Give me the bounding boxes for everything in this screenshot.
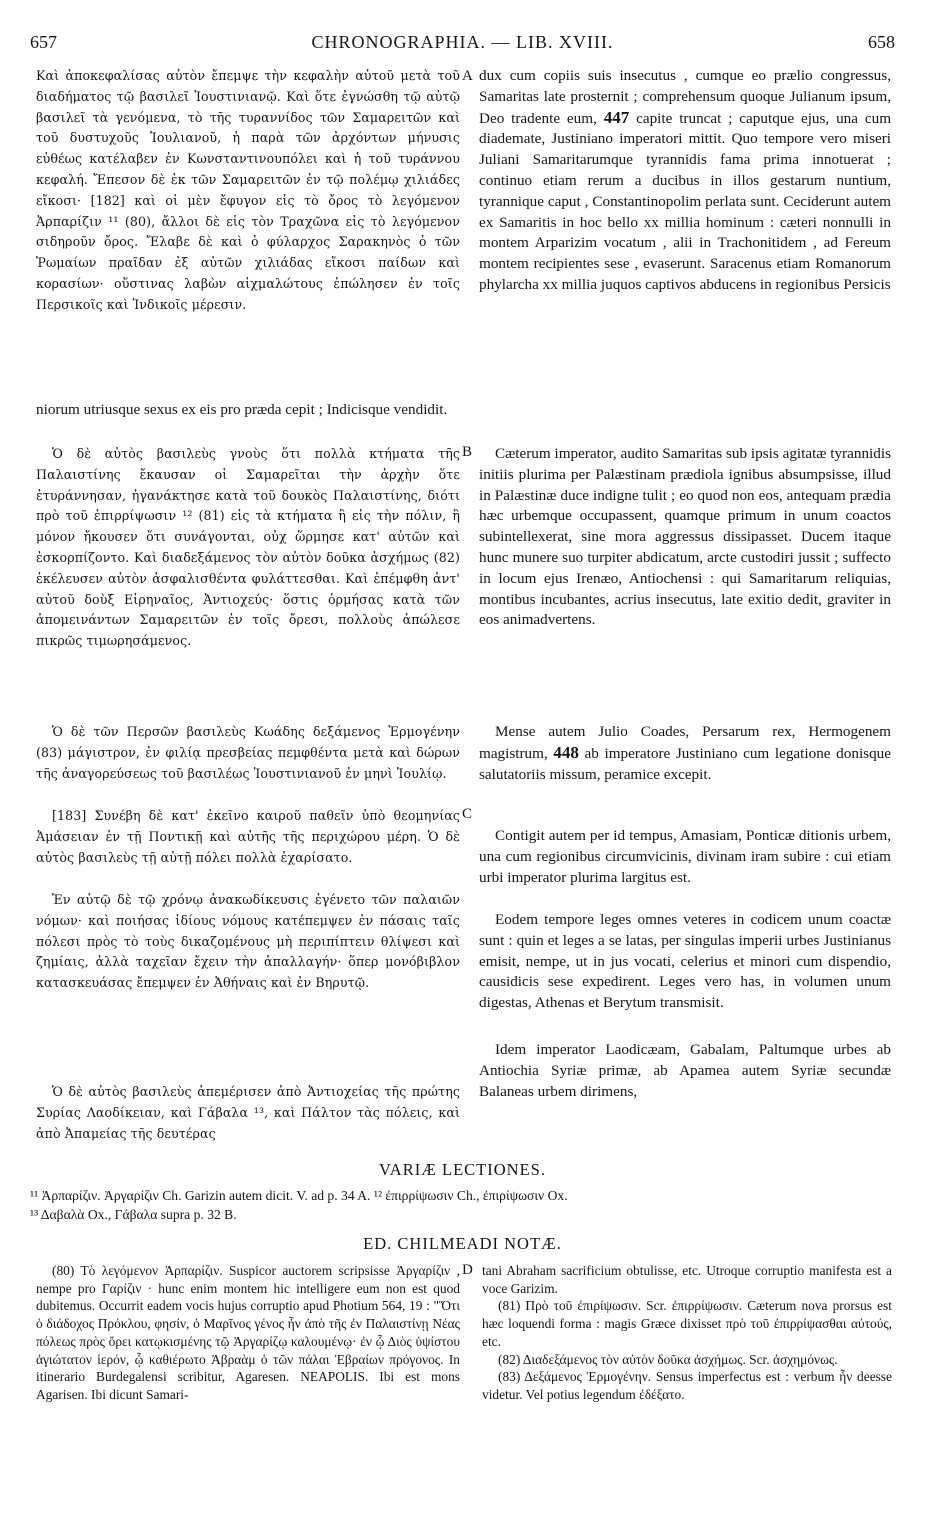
notes-right bbox=[482, 1262, 892, 1404]
page-marker-447: 447 bbox=[603, 107, 630, 127]
greek-column bbox=[36, 66, 460, 316]
greek-column-6 bbox=[36, 1082, 460, 1144]
greek-paragraph-4: [183] Συνέβη δὲ κατ' ἐκεῖνο καιροῦ παθεῖν ὑπὸ θεομηνίας Ἀμάσειαν ἐν τῇ Ποντικῇ καὶ αὐτῆς τῆς περιχώρου μέρη. Ὁ δὲ αὐτὸς βασιλεὺς τῇ αὐτῇ πόλει πολλὰ ἐχαρίσατο. bbox=[36, 808, 460, 865]
latin-paragraph-6: Idem imperator Laodicæam, Gabalam, Paltumque urbes ab Antiochia Syriæ primæ, ab Apamea autem Syriæ secundæ Balaneas urbem dirimens, bbox=[479, 1041, 891, 1100]
latin-column-3 bbox=[479, 722, 891, 785]
note-80: (80) Τὸ λεγόμενον Ἀρπαρίζιν. Suspicor auctorem scripsisse Ἀργαρίζιν , nempe pro Γαρίζιν · hunc enim montem hic intelligere eum non est quod dubitemus. Occurrit eadem vocis hujus corruptio apud Photium 564, 19 : "Ὅτι ὁ διάδοχος Πρόκλου, φησίν, ὁ Μαρῖνος γένος ἦν ἀπὸ τῆς ἐν Παλαιστίνῃ Νέας πόλεως πρὸς ὄρει κατῳκισμένης τῷ Ἀργαρίζῳ καλουμένῳ· ἐν ᾧ Διὸς ὑψίστου ἁγιώτατον ἱερόν, ᾧ καθιέρωτο Ἀβραὰμ ὁ τῶν πάλαι Ἑβραίων πρόγονος. In itinerario Burdegalensi scribitur, Agaresen. NEAPOLIS. Ibi est mons Agarisen. Ibi dicunt Samari- bbox=[36, 1263, 460, 1402]
margin-marker-a: A bbox=[462, 68, 473, 84]
latin-paragraph-4: Contigit autem per id tempus, Amasiam, Ponticæ ditionis urbem, una cum regionibus circumvicinis, divinam iram subire : cui etiam urbi imperator plurima largitus est. bbox=[479, 827, 891, 886]
page-number-left: 657 bbox=[30, 32, 57, 52]
variae-line-2: ¹³ Δαβαλὰ Ox., Γάβαλα supra p. 32 B. bbox=[30, 1207, 237, 1222]
variae-lectiones bbox=[30, 1186, 900, 1224]
latin-continuation-text: niorum utriusque sexus ex eis pro præda cepit ; Indicisque vendidit. bbox=[36, 401, 448, 418]
greek-column-3 bbox=[36, 722, 460, 784]
latin-column-5 bbox=[479, 910, 891, 1014]
page-number-right: 658 bbox=[868, 32, 895, 52]
latin-column-2 bbox=[479, 444, 891, 631]
note-80-cont: tani Abraham sacrificium obtulisse, etc. Utroque corruptio manifesta est a voce Garizim. bbox=[482, 1263, 892, 1296]
note-82: (82) Διαδεξάμενος τὸν αὐτὸν δοῦκα ἀσχήμως. Scr. ἀσχημόνως. bbox=[498, 1351, 838, 1367]
latin-paragraph-3b: ab imperatore Justiniano cum legatione donisque salutatoriis missum, peramice excepit. bbox=[479, 744, 891, 783]
notes-title: ED. CHILMEADI NOTÆ. bbox=[363, 1234, 562, 1253]
variae-lectiones-title: VARIÆ LECTIONES. bbox=[379, 1160, 546, 1179]
latin-paragraph-1 bbox=[479, 66, 891, 296]
margin-marker-b: B bbox=[462, 444, 473, 460]
greek-column-5 bbox=[36, 890, 460, 994]
greek-paragraph-1: Καὶ ἀποκεφαλίσας αὐτὸν ἔπεμψε τὴν κεφαλὴν αὐτοῦ μετὰ τοῦ διαδήματος τῷ βασιλεῖ Ἰουστινιανῷ. Καὶ ὅτε ἐγνώσθη τῷ αὐτῷ βασιλεῖ τὰ γενόμενα, τὸ τῆς τυραννίδος τῶν Σαμαρειτῶν καὶ τοῦ δυστυχοῦς Ἰουλιανοῦ, ἡ παρὰ τῶν ἀρχόντων μήνυσις εὐθέως κατέλαβεν ἐν Κωνσταντινουπόλει καὶ ἡ τοῦ τυράννου κεφαλή. Ἔπεσον δὲ ἐκ τῶν Σαμαρειτῶν ἐν τῷ πολέμῳ χιλιάδες εἴκοσι· [182] καὶ οἱ μὲν ἔφυγον εἰς τὸ ὄρος τὸ λεγόμενον Ἀρπαρίζιν ¹¹ (80), ἄλλοι δὲ εἰς τὸν Τραχῶνα εἰς τὸ λεγόμενον σιδηροῦν ὄρος. Ἔλαβε δὲ καὶ ὁ φύλαρχος Σαρακηνὸς ὁ τῶν Ῥωμαίων πραῖδαν ἐξ αὐτῶν χιλιάδας εἴκοσι παίδων καὶ κορασίων· οὕστινας λαβὼν αἰχμαλώτους ἐπώλησεν ἐν τοῖς Περσικοῖς καὶ Ἰνδικοῖς μέρεσιν. bbox=[36, 68, 460, 312]
margin-marker-c: C bbox=[462, 806, 473, 822]
greek-paragraph-3: Ὁ δὲ τῶν Περσῶν βασιλεὺς Κωάδης δεξάμενος Ἑρμογένην (83) μάγιστρον, ἐν φιλίᾳ πρεσβείας πεμφθέντα μετὰ καὶ δώρων τῆς ἀναγορεύσεως τοῦ βασιλέως Ἰουστινιανοῦ ἐν μηνὶ Ἰουλίῳ. bbox=[36, 724, 460, 781]
latin-paragraph-3 bbox=[479, 722, 891, 785]
greek-paragraph-5: Ἐν αὐτῷ δὲ τῷ χρόνῳ ἀνακωδίκευσις ἐγένετο τῶν παλαιῶν νόμων· καὶ ποιήσας ἰδίους νόμους κατέπεμψεν ἐν πάσαις ταῖς πόλεσι πρὸς τὸ τοὺς δικαζομένους μὴ περιπίπτειν θλίψεσι καὶ ζημίαις, ἀλλὰ ταχεῖαν ἔχειν τὴν ἀπαλλαγήν· ὅπερ μονόβιβλον κατασκευάσας ἔπεμψεν ἐν Ἀθήναις καὶ ἐν Βηρυτῷ. bbox=[36, 892, 460, 991]
note-81: (81) Πρὸ τοῦ ἐπιρίψωσιν. Scr. ἐπιρρίψωσιν. Cæterum nova prorsus est hæc loquendi forma : magis Græce dixisset πρὸ τοῦ ἐπιρρίψασθαι αὐτούς, etc. bbox=[482, 1298, 892, 1349]
latin-paragraph-2: Cæterum imperator, audito Samaritas sub ipsis agitatæ tyrannidis initiis plurima per Palæstinam prædiola ignibus absumpsisse, illud in Palæstinæ duce indigne tulit ; eo quod non eos, antequam prædia hæc urbemque occupassent, quamque primum in unum coactos subintellexerat, sine mora aggressus dissipasset. Ducem itaque hunc munere suo turpiter abdicatum, arcte custodiri jussit ; suffecto in locum ejus Irenæo, Antiochensi : qui Samaritarum reliquias, montibus incubantes, acrius insecutus, late exitio dedit, graviter in eos animadvertens. bbox=[479, 445, 891, 629]
latin-column-4 bbox=[479, 826, 891, 888]
greek-paragraph-2: Ὁ δὲ αὐτὸς βασιλεὺς γνοὺς ὅτι πολλὰ κτήματα τῆς Παλαιστίνης ἔκαυσαν οἱ Σαμαρεῖται τὴν ἀρχὴν ὅτε ἐτυράννησαν, ἠγανάκτησε κατὰ τοῦ δουκὸς Παλαιστίνης, διότι πρὸ τοῦ ἐπιρρίψωσιν ¹² (81) εἰς τὰ κτήματα ἢ εἰς τὴν πόλιν, ἢ μόνον ἤκουσεν ὅτι συνάγονται, οὐχ ὥρμησε κατ' αὐτῶν καὶ ἐσκορπίζοντο. Καὶ διαδεξάμενος τὸν αὐτὸν δοῦκα ἀσχήμως (82) ἐκέλευσεν αὐτὸν ἀσφαλισθέντα φυλάττεσθαι. Καὶ ἐπέμφθη ἀντ' αὐτοῦ δοὺξ Εἰρηναῖος, Ἀντιοχεύς· ὅστις ὁρμήσας κατὰ τῶν ἀπομεινάντων Σαμαρειτῶν ἐν τοῖς ὄρεσι, πολλοὺς ἀπώλεσε πικρῶς τιμωρησάμενος. bbox=[36, 446, 460, 649]
greek-column-4 bbox=[36, 806, 460, 868]
margin-marker-d: D bbox=[462, 1262, 473, 1278]
variae-line-1: ¹¹ Ἀρπαρίζιν. Ἀργαρίζιν Ch. Garizin autem dicit. V. ad p. 34 A. ¹² ἐπιρρίψωσιν Ch., ἐπιρίψωσιν Ox. bbox=[30, 1188, 568, 1203]
latin-column-6 bbox=[479, 1040, 891, 1102]
latin-column bbox=[479, 66, 891, 296]
latin-continuation bbox=[36, 400, 460, 421]
latin-paragraph-5: Eodem tempore leges omnes veteres in codicem unum coactæ sunt : quin et leges a se latas, per singulas imperii urbes Justinianus emisit, nempe, ut in jus vocati, celerius et minori cum dispendio, causidicis sese expedirent. Leges vero has, in volumen unum digestas, Athenas et Berytum transmisit. bbox=[479, 911, 891, 1012]
latin-paragraph-1a: dux cum copiis suis insecutus , cumque eo prælio congressus, Samaritas late prosternit ; comprehensum quoque Julianum ipsum, Deo tradente eum, bbox=[479, 67, 891, 127]
running-header bbox=[0, 32, 925, 62]
greek-paragraph-6: Ὁ δὲ αὐτὸς βασιλεὺς ἀπεμέρισεν ἀπὸ Ἀντιοχείας τῆς πρώτης Συρίας Λαοδίκειαν, καὶ Γάβαλα ¹³, καὶ Πάλτον τὰς πόλεις, καὶ ἀπὸ Ἀπαμείας τῆς δευτέρας bbox=[36, 1084, 460, 1141]
latin-paragraph-1b: capite truncat ; caputque ejus, una cum diademate, Justiniano imperatori mittit. Quo tempore vero miseri Juliani Samaritarumque tyrannidis fama prima innotuerat ; continuo etiam rerum a ducibus in illos gestarum nuntium, tyrannique caput , Constantinopolim perlata sunt. Ceciderunt autem ex Samaritis in hoc bello xx millia hominum : cæteri nonnulli in montem Arparizim vocatum , alii in Trachonitidem , ad Fereum montem recipientes sese , evaserunt. Saracenus etiam Romanorum phylarcha xx millia juquos captivos abducens in regionibus Persicis bbox=[479, 109, 892, 293]
notes-left bbox=[36, 1262, 460, 1404]
latin-paragraph-3a: Mense autem Julio Coades, Persarum rex, Hermogenem magistrum, bbox=[479, 723, 891, 762]
running-title: CHRONOGRAPHIA. — LIB. XVIII. bbox=[311, 32, 614, 52]
greek-column-2 bbox=[36, 444, 460, 652]
page-marker-448: 448 bbox=[553, 742, 579, 762]
note-83: (83) Δεξάμενος Ἑρμογένην. Sensus imperfectus est : verbum ἦν deesse videtur. Vel potius legendum ἐδέξατο. bbox=[482, 1369, 892, 1402]
